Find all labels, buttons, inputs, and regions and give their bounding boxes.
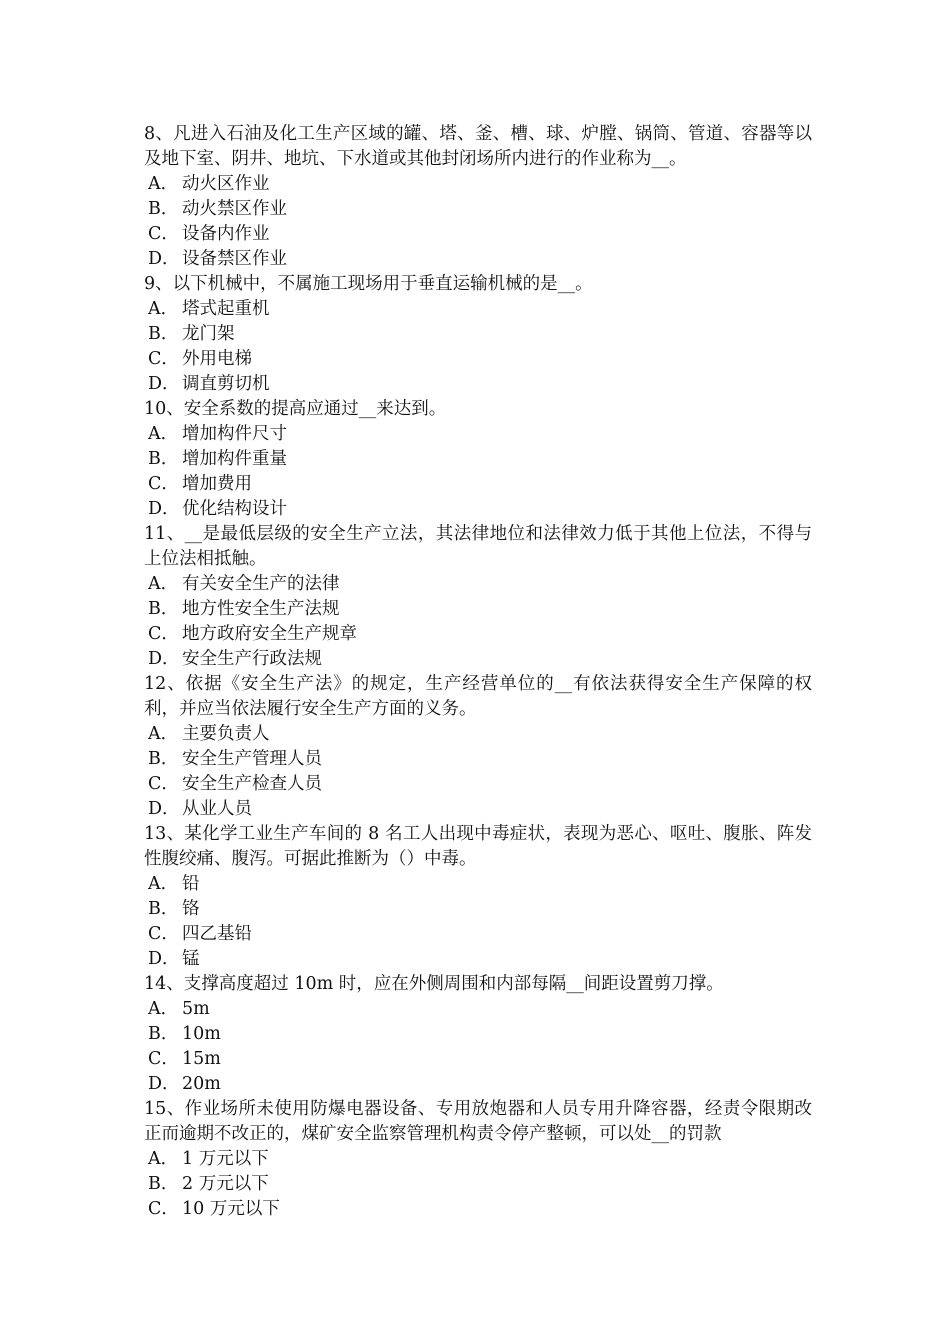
- answer-option: [144, 647, 812, 672]
- option-text: 调直剪切机: [182, 374, 270, 394]
- question-stem: 12、依据《安全生产法》的规定，生产经营单位的__有依法获得安全生产保障的权利，并应当依法履行安全生产方面的义务。: [144, 674, 812, 719]
- option-text: 铬: [182, 899, 200, 919]
- answer-option: [144, 772, 812, 797]
- option-letter: D．: [148, 799, 180, 819]
- answer-option: [144, 297, 812, 322]
- answer-option: [144, 597, 812, 622]
- option-letter: C．: [148, 1049, 179, 1069]
- option-text: 10m: [182, 1024, 221, 1044]
- option-text: 设备禁区作业: [182, 249, 287, 269]
- option-text: 增加构件尺寸: [182, 424, 287, 444]
- question-block: [144, 397, 812, 522]
- option-text: 铅: [182, 874, 200, 894]
- answer-option: [144, 1172, 812, 1197]
- option-text: 有关安全生产的法律: [182, 574, 340, 594]
- option-letter: D．: [148, 949, 180, 969]
- answer-option: [144, 1147, 812, 1172]
- option-list: [144, 297, 812, 397]
- option-list: [144, 997, 812, 1097]
- option-letter: D．: [148, 249, 180, 269]
- option-letter: B．: [148, 749, 179, 769]
- option-text: 动火区作业: [182, 174, 270, 194]
- option-letter: C．: [148, 224, 179, 244]
- option-list: [144, 422, 812, 522]
- question-stem: 10、安全系数的提高应通过__来达到。: [144, 399, 447, 419]
- option-text: 塔式起重机: [182, 299, 270, 319]
- answer-option: [144, 872, 812, 897]
- option-text: 增加构件重量: [182, 449, 287, 469]
- option-list: [144, 1147, 812, 1222]
- option-text: 1 万元以下: [182, 1149, 269, 1169]
- option-letter: A．: [148, 174, 179, 194]
- answer-option: [144, 197, 812, 222]
- option-text: 龙门架: [182, 324, 235, 344]
- option-text: 优化结构设计: [182, 499, 287, 519]
- question-stem: 11、__是最低层级的安全生产立法，其法律地位和法律效力低于其他上位法，不得与上位法相抵触。: [144, 524, 812, 569]
- answer-option: [144, 1047, 812, 1072]
- option-letter: B．: [148, 1174, 179, 1194]
- option-letter: D．: [148, 1074, 180, 1094]
- option-text: 锰: [182, 949, 200, 969]
- answer-option: [144, 922, 812, 947]
- option-text: 10 万元以下: [182, 1199, 280, 1219]
- option-text: 安全生产检查人员: [182, 774, 322, 794]
- answer-option: [144, 372, 812, 397]
- option-letter: B．: [148, 899, 179, 919]
- question-block: [144, 972, 812, 1097]
- question-stem: 15、作业场所未使用防爆电器设备、专用放炮器和人员专用升降容器，经责令限期改正而逾期不改正的，煤矿安全监察管理机构责令停产整顿，可以处__的罚款: [144, 1099, 812, 1144]
- option-list: [144, 872, 812, 972]
- option-letter: C．: [148, 1199, 179, 1219]
- option-letter: A．: [148, 299, 179, 319]
- option-letter: D．: [148, 374, 180, 394]
- question-block: [144, 522, 812, 672]
- option-letter: B．: [148, 599, 179, 619]
- question-block: [144, 822, 812, 972]
- option-letter: C．: [148, 474, 179, 494]
- answer-option: [144, 572, 812, 597]
- option-letter: B．: [148, 449, 179, 469]
- answer-option: [144, 897, 812, 922]
- question-stem: 14、支撑高度超过 10m 时，应在外侧周围和内部每隔__间距设置剪刀撑。: [144, 974, 724, 994]
- answer-option: [144, 797, 812, 822]
- answer-option: [144, 1197, 812, 1222]
- document-page: [144, 122, 812, 1222]
- answer-option: [144, 622, 812, 647]
- option-letter: C．: [148, 624, 179, 644]
- question-block: [144, 1097, 812, 1222]
- option-text: 四乙基铅: [182, 924, 252, 944]
- option-letter: A．: [148, 1149, 179, 1169]
- option-text: 地方政府安全生产规章: [182, 624, 357, 644]
- answer-option: [144, 222, 812, 247]
- option-letter: B．: [148, 199, 179, 219]
- option-letter: C．: [148, 349, 179, 369]
- answer-option: [144, 1072, 812, 1097]
- option-list: [144, 572, 812, 672]
- option-list: [144, 722, 812, 822]
- option-letter: A．: [148, 724, 179, 744]
- answer-option: [144, 497, 812, 522]
- answer-option: [144, 422, 812, 447]
- option-text: 20m: [182, 1074, 221, 1094]
- option-text: 增加费用: [182, 474, 252, 494]
- option-text: 外用电梯: [182, 349, 252, 369]
- question-block: [144, 672, 812, 822]
- option-letter: A．: [148, 424, 179, 444]
- option-text: 安全生产管理人员: [182, 749, 322, 769]
- answer-option: [144, 947, 812, 972]
- option-text: 设备内作业: [182, 224, 270, 244]
- option-text: 15m: [182, 1049, 221, 1069]
- answer-option: [144, 347, 812, 372]
- answer-option: [144, 172, 812, 197]
- option-letter: C．: [148, 924, 179, 944]
- option-text: 主要负责人: [182, 724, 270, 744]
- question-stem: 8、凡进入石油及化工生产区域的罐、塔、釜、槽、球、炉膛、锅筒、管道、容器等以及地下室、阴井、地坑、下水道或其他封闭场所内进行的作业称为__。: [144, 124, 812, 169]
- option-letter: A．: [148, 999, 179, 1019]
- answer-option: [144, 1022, 812, 1047]
- option-letter: A．: [148, 874, 179, 894]
- answer-option: [144, 472, 812, 497]
- question-block: [144, 272, 812, 397]
- answer-option: [144, 997, 812, 1022]
- answer-option: [144, 322, 812, 347]
- option-letter: B．: [148, 324, 179, 344]
- option-text: 安全生产行政法规: [182, 649, 322, 669]
- option-list: [144, 172, 812, 272]
- option-text: 从业人员: [182, 799, 252, 819]
- option-text: 动火禁区作业: [182, 199, 287, 219]
- question-stem: 13、某化学工业生产车间的 8 名工人出现中毒症状，表现为恶心、呕吐、腹胀、阵发性腹绞痛、腹泻。可据此推断为（）中毒。: [144, 824, 812, 869]
- option-text: 地方性安全生产法规: [182, 599, 340, 619]
- answer-option: [144, 747, 812, 772]
- option-text: 5m: [182, 999, 210, 1019]
- question-block: [144, 122, 812, 272]
- option-letter: B．: [148, 1024, 179, 1044]
- option-letter: C．: [148, 774, 179, 794]
- option-letter: D．: [148, 499, 180, 519]
- answer-option: [144, 447, 812, 472]
- option-text: 2 万元以下: [182, 1174, 269, 1194]
- question-stem: 9、以下机械中，不属施工现场用于垂直运输机械的是__。: [144, 274, 593, 294]
- answer-option: [144, 247, 812, 272]
- option-letter: A．: [148, 574, 179, 594]
- option-letter: D．: [148, 649, 180, 669]
- answer-option: [144, 722, 812, 747]
